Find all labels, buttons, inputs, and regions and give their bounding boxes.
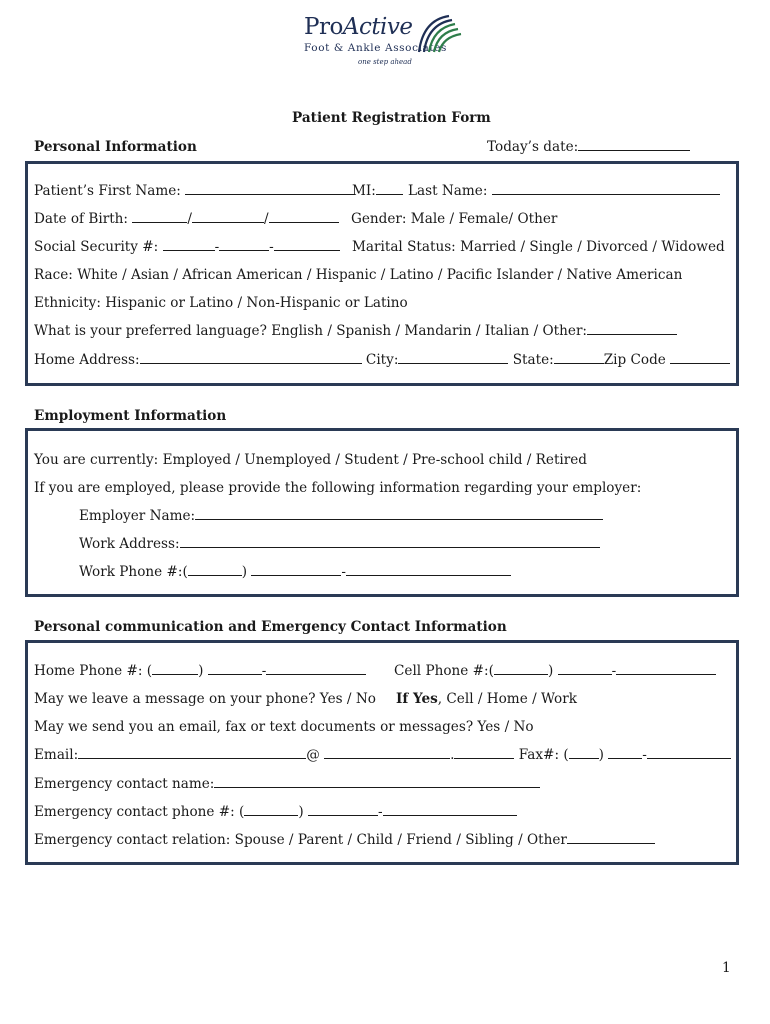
emergency-relation-other-field[interactable] xyxy=(567,842,655,844)
employer-name-label: Employer Name: xyxy=(79,508,196,524)
email-tld-field[interactable] xyxy=(454,757,514,759)
section-heading-personal: Personal Information xyxy=(34,139,197,155)
home-address-label: Home Address: xyxy=(34,352,140,368)
address-row xyxy=(34,352,730,368)
if-yes-label: If Yes xyxy=(396,691,438,707)
state-label: State: xyxy=(512,352,554,368)
section-heading-employment: Employment Information xyxy=(34,408,227,424)
todays-date-field[interactable] xyxy=(578,149,690,151)
employer-name-field[interactable] xyxy=(195,518,603,520)
ssn-part3-field[interactable] xyxy=(274,249,340,251)
work-phone-prefix-field[interactable] xyxy=(251,574,341,576)
work-address-row xyxy=(79,536,600,552)
zip-field[interactable] xyxy=(670,362,730,364)
ssn-part1-field[interactable] xyxy=(163,249,215,251)
mi-label: MI: xyxy=(352,183,376,199)
todays-date-row xyxy=(487,139,690,155)
logo-subtitle: Foot & Ankle Associates xyxy=(304,42,448,54)
cell-phone-line-field[interactable] xyxy=(616,673,716,675)
logo-active-text: Active xyxy=(342,14,413,40)
employment-instruction-text: If you are employed, please provide the following information regarding your employer: xyxy=(34,480,642,496)
work-phone-area-field[interactable] xyxy=(188,574,242,576)
cell-phone-separator: - xyxy=(611,663,617,679)
employer-name-row xyxy=(79,508,603,524)
first-name-label: Patient’s First Name: xyxy=(34,183,181,199)
language-row xyxy=(34,323,677,339)
city-label: City: xyxy=(365,352,399,368)
email-user-field[interactable] xyxy=(78,757,306,759)
first-name-row xyxy=(34,183,355,199)
dob-month-field[interactable] xyxy=(132,221,187,223)
email-label: Email: xyxy=(34,747,79,763)
employment-status-text: You are currently: Employed / Unemployed / Student / Pre-school child / Retired xyxy=(34,452,588,468)
language-text: What is your preferred language? English / Spanish / Mandarin / Italian / Other: xyxy=(34,323,588,339)
fax-prefix-field[interactable] xyxy=(608,757,642,759)
last-name-row xyxy=(408,183,720,199)
cell-phone-paren: ) xyxy=(547,663,554,679)
ssn-label: Social Security #: xyxy=(34,239,159,255)
email-domain-field[interactable] xyxy=(324,757,450,759)
state-field[interactable] xyxy=(554,362,604,364)
dob-day-field[interactable] xyxy=(192,221,264,223)
work-phone-paren: ) xyxy=(241,564,248,580)
home-phone-label: Home Phone #: ( xyxy=(34,663,153,679)
leave-message-text: May we leave a message on your phone? Yes / No xyxy=(34,691,376,707)
dob-separator: / xyxy=(263,211,269,227)
send-docs-text: May we send you an email, fax or text documents or messages? Yes / No xyxy=(34,719,534,735)
work-phone-row xyxy=(79,564,511,580)
home-phone-line-field[interactable] xyxy=(266,673,366,675)
fax-area-field[interactable] xyxy=(569,757,599,759)
emergency-phone-line-field[interactable] xyxy=(383,814,517,816)
emergency-name-label: Emergency contact name: xyxy=(34,776,215,792)
ssn-separator: - xyxy=(269,239,274,255)
dob-row xyxy=(34,211,339,227)
first-name-field[interactable] xyxy=(185,193,355,195)
email-dot: . xyxy=(450,747,455,763)
page-number: 1 xyxy=(722,960,731,976)
cell-phone-area-field[interactable] xyxy=(494,673,548,675)
city-field[interactable] xyxy=(398,362,508,364)
cell-phone-row xyxy=(394,663,716,679)
emergency-name-row xyxy=(34,776,540,792)
work-address-field[interactable] xyxy=(180,546,600,548)
cell-phone-prefix-field[interactable] xyxy=(558,673,612,675)
gender-text: Gender: Male / Female/ Other xyxy=(351,211,558,227)
email-fax-row xyxy=(34,747,731,763)
emergency-phone-row xyxy=(34,804,517,820)
fax-separator: - xyxy=(642,747,647,763)
dob-label: Date of Birth: xyxy=(34,211,129,227)
work-phone-separator: - xyxy=(341,564,347,580)
emergency-phone-separator: - xyxy=(378,804,383,820)
home-phone-row xyxy=(34,663,366,679)
if-yes-options: , Cell / Home / Work xyxy=(437,691,577,707)
ssn-row xyxy=(34,239,340,255)
emergency-phone-paren: ) xyxy=(298,804,304,820)
dob-separator: / xyxy=(187,211,192,227)
form-title: Patient Registration Form xyxy=(292,110,491,126)
fax-paren: ) xyxy=(598,747,604,763)
work-phone-line-field[interactable] xyxy=(346,574,511,576)
home-phone-paren: ) xyxy=(198,663,204,679)
if-yes-row xyxy=(396,691,577,707)
mi-field[interactable] xyxy=(376,193,403,195)
zip-label: Zip Code xyxy=(603,352,666,368)
ethnicity-text: Ethnicity: Hispanic or Latino / Non-Hispanic or Latino xyxy=(34,295,408,311)
emergency-phone-label: Emergency contact phone #: ( xyxy=(34,804,245,820)
ssn-separator: - xyxy=(214,239,220,255)
logo-pro-text: Pro xyxy=(304,14,343,40)
home-phone-area-field[interactable] xyxy=(152,673,198,675)
marital-status-text: Marital Status: Married / Single / Divorced / Widowed xyxy=(352,239,725,255)
emergency-phone-area-field[interactable] xyxy=(244,814,298,816)
race-text: Race: White / Asian / African American / Hispanic / Latino / Pacific Islander / Native American xyxy=(34,267,683,283)
cell-phone-label: Cell Phone #:( xyxy=(394,663,494,679)
emergency-phone-prefix-field[interactable] xyxy=(308,814,378,816)
section-heading-contact: Personal communication and Emergency Contact Information xyxy=(34,619,507,635)
logo-wordmark xyxy=(304,14,413,40)
emergency-name-field[interactable] xyxy=(214,786,540,788)
last-name-label: Last Name: xyxy=(408,183,488,199)
last-name-field[interactable] xyxy=(492,193,720,195)
logo-tagline: one step ahead xyxy=(358,58,412,66)
dob-year-field[interactable] xyxy=(269,221,339,223)
language-other-field[interactable] xyxy=(587,333,677,335)
email-at: @ xyxy=(306,747,320,763)
emergency-relation-row xyxy=(34,832,655,848)
fax-label: Fax#: ( xyxy=(518,747,569,763)
mi-row xyxy=(352,183,403,199)
home-phone-separator: - xyxy=(261,663,267,679)
work-address-label: Work Address: xyxy=(79,536,180,552)
home-phone-prefix-field[interactable] xyxy=(208,673,262,675)
practice-logo xyxy=(300,12,470,72)
ssn-part2-field[interactable] xyxy=(219,249,269,251)
logo-swoosh-icon xyxy=(415,12,463,56)
emergency-relation-text: Emergency contact relation: Spouse / Parent / Child / Friend / Sibling / Other xyxy=(34,832,567,848)
work-phone-label: Work Phone #:( xyxy=(79,564,188,580)
home-address-field[interactable] xyxy=(140,362,362,364)
todays-date-label: Today’s date: xyxy=(487,139,579,155)
fax-line-field[interactable] xyxy=(647,757,731,759)
